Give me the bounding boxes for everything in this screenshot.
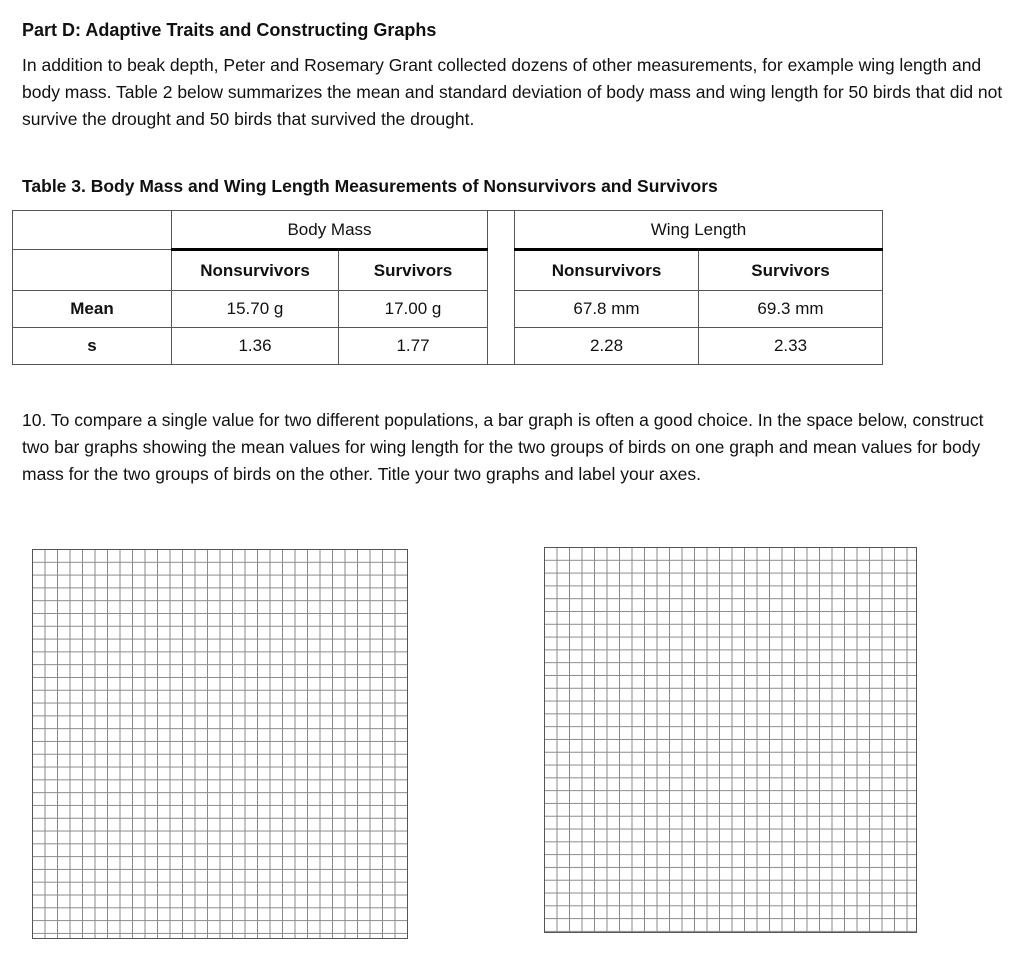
cell-s-wing-length-nonsurvivors: 2.28 xyxy=(515,328,699,365)
section-title: Part D: Adaptive Traits and Constructing Graphs xyxy=(22,20,437,40)
subheader-body-mass-survivors: Survivors xyxy=(339,250,488,291)
cell-mean-wing-length-survivors: 69.3 mm xyxy=(699,291,883,328)
subheader-wing-length-nonsurvivors: Nonsurvivors xyxy=(515,250,699,291)
graph-paper-right[interactable] xyxy=(544,547,917,933)
table-spacer-column xyxy=(488,211,515,365)
cell-mean-body-mass-nonsurvivors: 15.70 g xyxy=(172,291,339,328)
graph-paper-left[interactable] xyxy=(32,549,408,939)
row-label-mean: Mean xyxy=(13,291,172,328)
group-header-wing-length: Wing Length xyxy=(515,211,883,250)
cell-s-body-mass-survivors: 1.77 xyxy=(339,328,488,365)
measurements-table xyxy=(12,210,883,365)
question-number: 10. xyxy=(22,410,47,430)
table-subheader-empty-cell xyxy=(13,250,172,291)
group-header-body-mass: Body Mass xyxy=(172,211,488,250)
table-corner-cell xyxy=(13,211,172,250)
cell-s-body-mass-nonsurvivors: 1.36 xyxy=(172,328,339,365)
table-row xyxy=(13,291,883,328)
table-group-header-row xyxy=(13,211,883,250)
table-row xyxy=(13,328,883,365)
table-subheader-row xyxy=(13,250,883,291)
cell-mean-wing-length-nonsurvivors: 67.8 mm xyxy=(515,291,699,328)
cell-s-wing-length-survivors: 2.33 xyxy=(699,328,883,365)
intro-paragraph: In addition to beak depth, Peter and Rosemary Grant collected dozens of other measurements, for example wing length and body mass. Table 2 below summarizes the mean and standard deviation of body mass and wing length for 50 birds that did not survive the drought and 50 birds that survived the drought. xyxy=(22,55,1003,129)
table-title: Table 3. Body Mass and Wing Length Measurements of Nonsurvivors and Survivors xyxy=(22,176,718,196)
subheader-body-mass-nonsurvivors: Nonsurvivors xyxy=(172,250,339,291)
cell-mean-body-mass-survivors: 17.00 g xyxy=(339,291,488,328)
row-label-s: s xyxy=(13,328,172,365)
question-text: To compare a single value for two different populations, a bar graph is often a good choice. In the space below, construct two bar graphs showing the mean values for wing length for the two groups of birds on one graph and mean values for body mass for the two groups of birds on the other. Title your two graphs and label your axes. xyxy=(22,410,984,484)
question-10 xyxy=(22,407,1007,488)
subheader-wing-length-survivors: Survivors xyxy=(699,250,883,291)
